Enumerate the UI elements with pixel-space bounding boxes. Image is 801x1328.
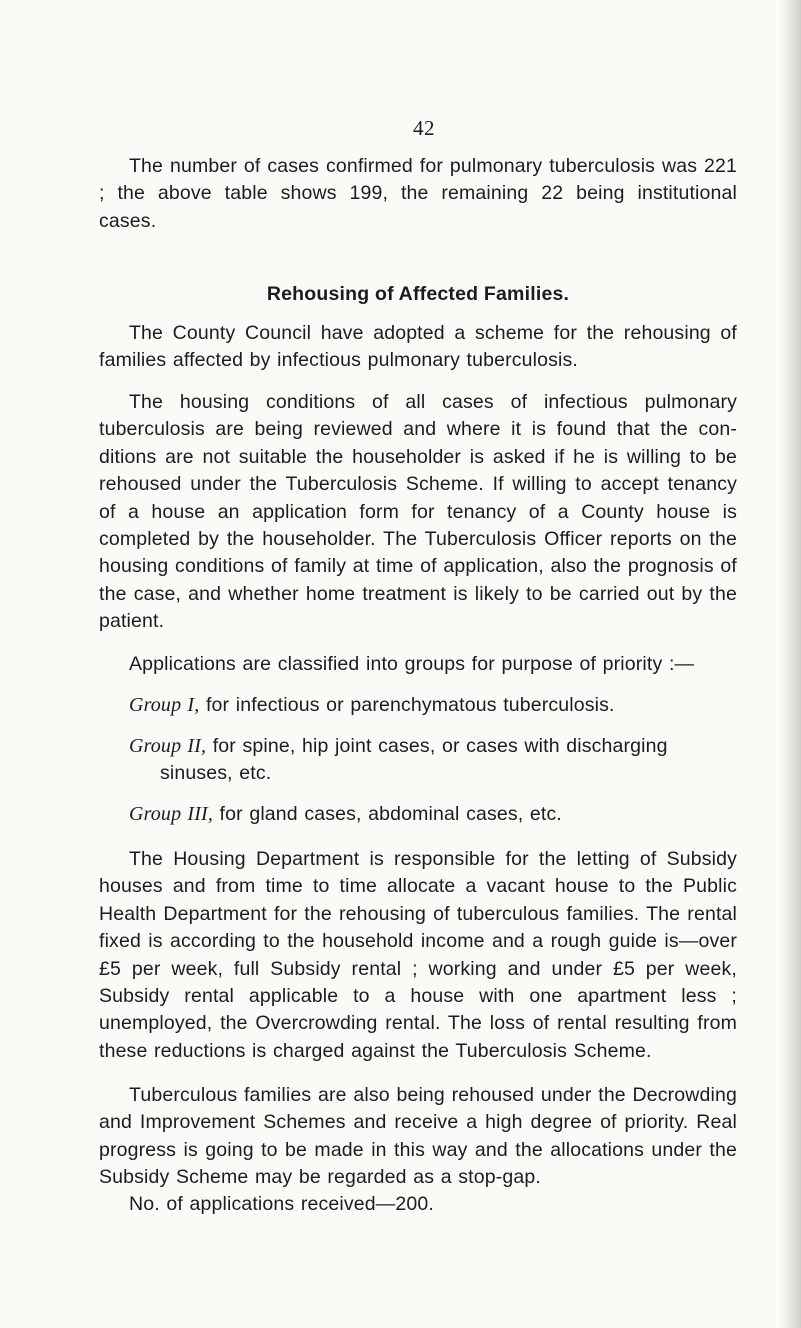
scheme-paragraph: [99, 320, 737, 375]
scheme-text: The County Council have adopted a scheme for the rehousing of families affected by infectious pulmonary tuberculosis.: [99, 322, 737, 372]
group-item: [129, 801, 737, 828]
group-item: [129, 692, 737, 719]
group-label: Group III,: [129, 803, 213, 825]
housing-dept-paragraph: [99, 846, 737, 1065]
conditions-text: The housing conditions of all cases of infectious pulmonary tuberculosis are being reviewed and where it is found that the con- ditions are not suitable the householder is asked if he is willing to be rehoused under the Tuberculosis Scheme. If willing to accept tenancy of a house an application form for tenancy of a County house is completed by the householder. The Tuberculosis Officer reports on the housing conditions of family at time of application, also the prognosis of the case, and whether home treatment is likely to be carried out by the patient.: [99, 391, 737, 633]
decrowding-paragraph: [99, 1082, 737, 1192]
housing-dept-text: The Housing Department is responsible for the letting of Subsidy houses and from time to time allocate a vacant house to the Public Health Department for the rehousing of tuberculous families. The rental fixed is according to the household income and a rough guide is—over £5 per week, full Subsidy rental ; working and under £5 per week, Subsidy rental applicable to a house with one apartment less ; unemployed, the Overcrowding rental. The loss of rental resulting from these reductions is charged against the Tuberculosis Scheme.: [99, 848, 737, 1062]
intro-text: The number of cases confirmed for pulmonary tuberculosis was 221 ; the above table shows 199, the remaining 22 being institutional cases.: [99, 155, 737, 232]
group-item: [129, 733, 737, 788]
page-number: 42: [413, 116, 435, 140]
group-continuation: sinuses, etc.: [160, 762, 272, 785]
group-text: for infectious or parenchymatous tuberculosis.: [205, 694, 615, 716]
applications-paragraph: [99, 1191, 737, 1218]
classified-paragraph: [99, 651, 737, 678]
classified-text: Applications are classified into groups for purpose of priority :—: [129, 653, 695, 675]
group-text: for spine, hip joint cases, or cases with discharging: [212, 735, 668, 757]
page-edge-shadow: [779, 0, 801, 1328]
applications-text: No. of applications received—200.: [129, 1193, 434, 1215]
group-text: for gland cases, abdominal cases, etc.: [219, 803, 562, 825]
section-heading: Rehousing of Affected Families.: [266, 283, 570, 305]
decrowding-text: Tuberculous families are also being rehoused under the Decrowding and Improvement Schemes and receive a high degree of priority. Real progress is going to be made in this way and the allocations under the Subsidy Scheme may be regarded as a stop-gap.: [99, 1084, 737, 1189]
conditions-paragraph: [99, 389, 737, 636]
group-label: Group I,: [129, 694, 200, 716]
intro-paragraph: [99, 153, 737, 235]
group-label: Group II,: [129, 735, 207, 757]
